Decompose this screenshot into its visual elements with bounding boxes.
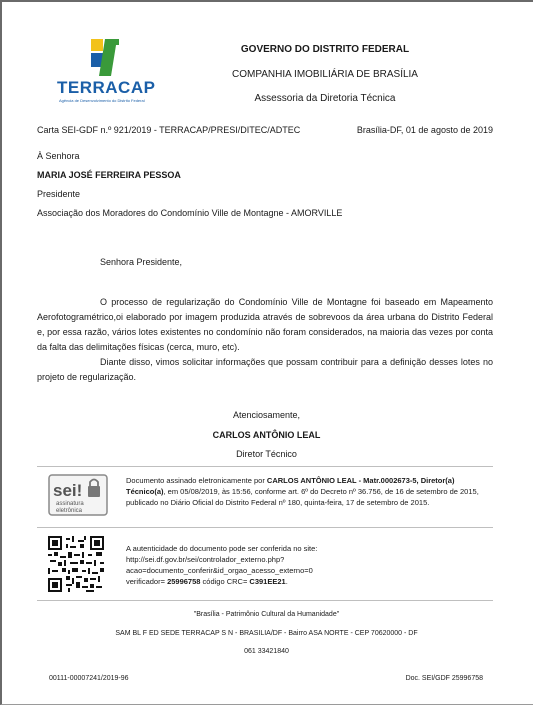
department-name: Assessoria da Diretoria Técnica: [254, 93, 396, 104]
recipient-org: Associação dos Moradores do Condomínio Ville de Montagne - AMORVILLE: [37, 208, 343, 218]
to-prefix: À Senhora: [37, 151, 80, 161]
recipient-name: MARIA JOSÉ FERREIRA PESSOA: [37, 170, 181, 180]
terracap-logo: [55, 36, 165, 108]
signature-text-bold: CARLOS ANTÔNIO LEAL - Matr.0002673-5, Diretor(a) Técnico(a): [126, 476, 455, 496]
crc-end: .: [285, 577, 288, 586]
footer-motto: "Brasília - Patrimônio Cultural da Humanidade": [193, 611, 340, 618]
verify-url[interactable]: http://sei.df.gov.br/sei/controlador_externo.php?: [126, 555, 285, 564]
verify-params: acao=documento_conferir&id_orgao_acesso_externo=0: [126, 566, 313, 575]
footer-phone: 061 33421840: [244, 648, 289, 655]
logo-yellow-square: [91, 39, 103, 51]
signature-text: [126, 475, 492, 508]
logo-tagline: Agência de Desenvolvimento do Distrito Federal: [59, 98, 145, 103]
divider-bottom: [37, 600, 493, 601]
crc-label: código CRC=: [200, 577, 250, 586]
verify-codes: [126, 576, 288, 587]
logo-green-top: [105, 39, 119, 45]
doc-reference: Doc. SEI/GDF 25996758: [405, 675, 483, 682]
body-paragraph-2: Diante disso, vimos solicitar informações que possam contribuir para a definição desses lotes no projeto de regularização.: [37, 357, 493, 382]
verify-line-1: A autenticidade do documento pode ser conferida no site:: [126, 544, 318, 553]
signer-name: CARLOS ANTÔNIO LEAL: [212, 430, 321, 440]
salutation: Senhora Presidente,: [100, 257, 183, 267]
place-date: Brasília-DF, 01 de agosto de 2019: [356, 125, 493, 135]
logo-wordmark: TERRACAP: [57, 78, 156, 97]
company-name: COMPANHIA IMOBILIÁRIA DE BRASÍLIA: [232, 69, 418, 80]
verifier-code: 25996758: [167, 577, 201, 586]
body-paragraph-1: O processo de regularização do Condomínio Ville de Montagne foi baseado em Mapeamento Aerofotogramétrico,oi elaborado por imagem produzida através de sobrevoos da área urbana do Distrito Federal e, por essa razão, vários lotes existentes no condomínio não foram considerados, na maioria das vezes por conta da falta das delimitações físicas (cerca, muro, etc).: [37, 297, 493, 352]
divider-top: [37, 466, 493, 467]
signer-title: Diretor Técnico: [236, 449, 297, 459]
recipient-role: Presidente: [37, 189, 81, 199]
letter-reference: Carta SEI-GDF n.º 921/2019 - TERRACAP/PRESI/DITEC/ADTEC: [37, 125, 301, 135]
sei-seal: [48, 474, 108, 516]
signature-text-post: , em 05/08/2019, às 15:56, conforme art. 6º do Decreto nº 36.756, de 16 de setembro de 2015, publicado no Diário Oficial do Distrito Federal nº 180, quinta-feira, 17 de setembro de 2015.: [126, 487, 479, 507]
sei-seal-sub1: assinatura: [56, 501, 84, 507]
sei-seal-icon: [48, 474, 108, 516]
qr-code-icon: [48, 536, 104, 592]
divider-middle: [37, 527, 493, 528]
sei-seal-label: sei!: [53, 481, 83, 500]
signature-text-pre: Documento assinado eletronicamente por: [126, 476, 267, 485]
sei-seal-sub2: eletrônica: [56, 508, 83, 514]
footer-address: SAM BL F ED SEDE TERRACAP S N - BRASILIA/DF - Bairro ASA NORTE - CEP 70620000 - DF: [115, 630, 418, 637]
verifier-label: verificador=: [126, 577, 168, 586]
process-number: 00111-00007241/2019-96: [49, 675, 129, 682]
gov-title: GOVERNO DO DISTRITO FEDERAL: [240, 44, 410, 55]
crc-code: C391EE21: [249, 577, 286, 586]
closing: Atenciosamente,: [232, 410, 301, 420]
